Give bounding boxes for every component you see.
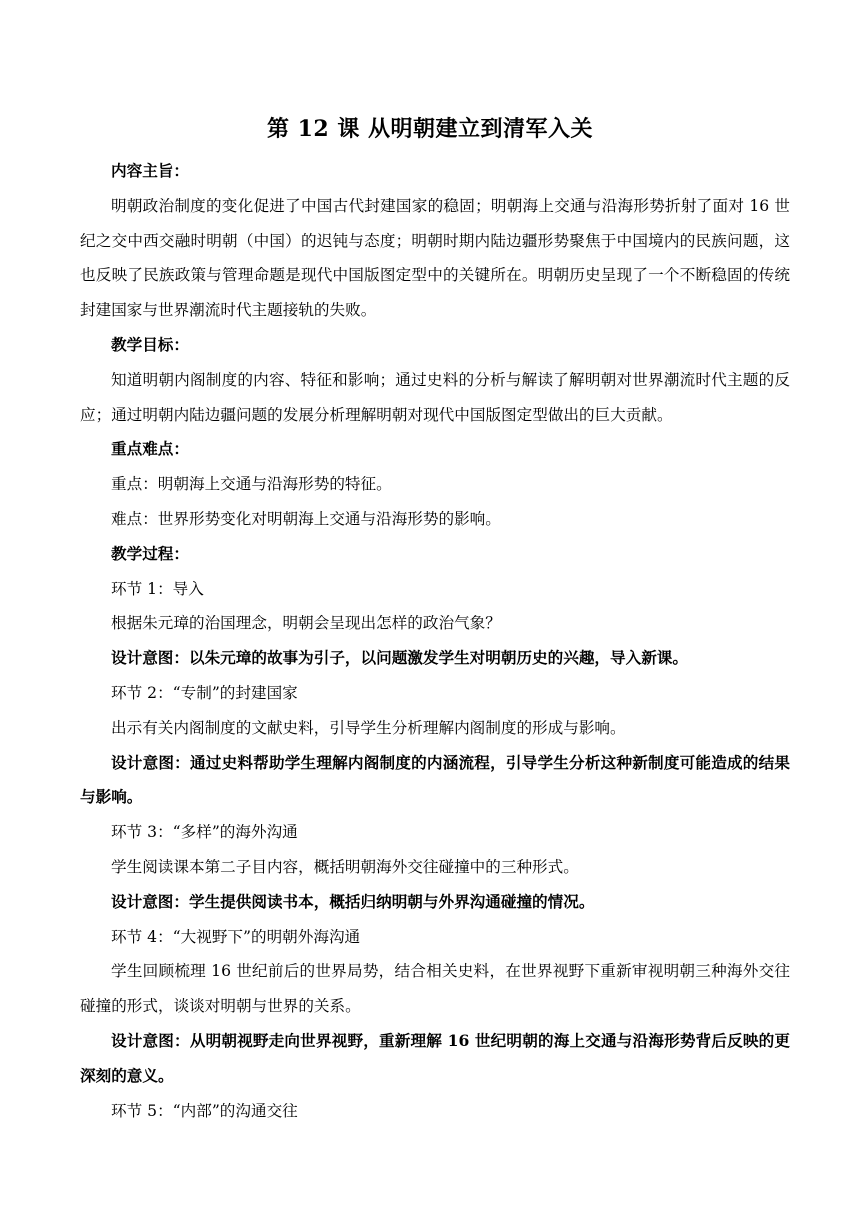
key-point: 重点：明朝海上交通与沿海形势的特征。 [111,475,392,494]
step5-title: 环节 5：“内部”的沟通交往 [111,1101,298,1120]
step2-body: 出示有关内阁制度的文献史料，引导学生分析理解内阁制度的形成与影响。 [111,718,626,737]
process-heading: 教学过程： [111,543,189,563]
lesson-title: 第 12 课 从明朝建立到清军入关 [266,116,594,142]
goals-paragraph: 知道明朝内阁制度的内容、特征和影响；通过史料的分析与解读了解明朝对世界潮流时代主题的反应；通过明朝内陆边疆问题的发展分析理解明朝对现代中国版图定型做出的巨大贡献。 [80,370,790,424]
step2-title: 环节 2：“专制”的封建国家 [111,683,298,702]
document-body [80,154,790,1128]
step1-intent: 设计意图：以朱元璋的故事为引子，以问题激发学生对明朝历史的兴趣，导入新课。 [111,648,688,668]
step1-body: 根据朱元璋的治国理念，明朝会呈现出怎样的政治气象？ [111,614,501,633]
step4-body: 学生回顾梳理 16 世纪前后的世界局势，结合相关史料，在世界视野下重新审视明朝三种海外交往碰撞的形式，谈谈对明朝与世界的关系。 [80,962,790,1016]
goals-heading: 教学目标： [111,334,189,354]
difficult-point: 难点：世界形势变化对明朝海上交通与沿海形势的影响。 [111,509,501,528]
step2-intent: 设计意图：通过史料帮助学生理解内阁制度的内涵流程，引导学生分析这种新制度可能造成的结果与影响。 [80,752,790,807]
step4-title: 环节 4：“大视野下”的明朝外海沟通 [111,927,361,946]
step3-intent: 设计意图：学生提供阅读书本，概括归纳明朝与外界沟通碰撞的情况。 [111,891,595,911]
step3-body: 学生阅读课本第二子目内容，概括明朝海外交往碰撞中的三种形式。 [111,857,579,876]
step3-title: 环节 3：“多样”的海外沟通 [111,823,298,842]
step1-title: 环节 1：导入 [111,579,204,598]
step4-intent: 设计意图：从明朝视野走向世界视野，重新理解 16 世纪明朝的海上交通与沿海形势背后反映的更深刻的意义。 [80,1030,790,1085]
content-paragraph: 明朝政治制度的变化促进了中国古代封建国家的稳固；明朝海上交通与沿海形势折射了面对 16 世纪之交中西交融时明朝（中国）的迟钝与态度；明朝时期内陆边疆形势聚焦于中国境内的民族问题，这也反映了民族政策与管理命题是现代中国版图定型中的关键所在。明朝历史呈现了一个不断稳固的传统封建国家与世界潮流时代主题接轨的失败。 [80,196,790,320]
keypoints-heading: 重点难点： [111,439,189,459]
content-heading: 内容主旨： [111,161,189,180]
